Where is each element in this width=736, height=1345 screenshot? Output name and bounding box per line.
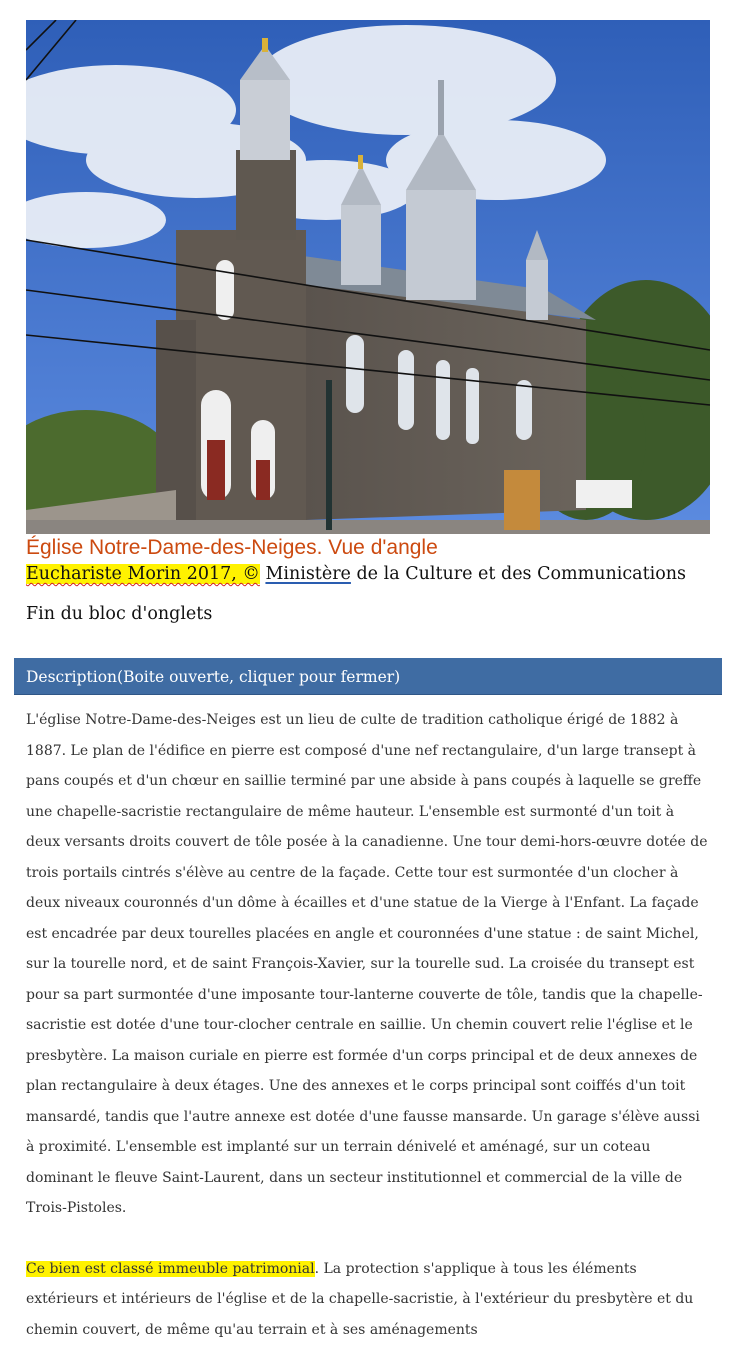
classified-highlight: Ce bien est classé immeuble patrimonial [26, 1261, 315, 1277]
photo-caption-title: Église Notre-Dame-des-Neiges. Vue d'angle [26, 536, 438, 560]
credit-rest: de la Culture et des Communications [351, 564, 686, 584]
tabs-end-label: Fin du bloc d'onglets [26, 604, 212, 624]
description-paragraph-2-rest: . La protection s'applique à tous les éléments extérieurs et intérieurs de l'église et de la chapelle-sacristie, à l'extérieur du presbytère et du chemin couvert, de même qu'au terrain et à ses aménagements [26, 1261, 693, 1338]
description-toggle[interactable] [14, 658, 722, 695]
lantern-tower [406, 190, 476, 300]
credit-author-highlight [26, 564, 260, 584]
description-paragraph-2 [26, 1254, 710, 1345]
description-toggle-label: Description(Boite ouverte, cliquer pour fermer) [26, 668, 400, 686]
description-paragraph-1: L'église Notre-Dame-des-Neiges est un lieu de culte de tradition catholique érigé de 1882 à 1887. Le plan de l'édifice en pierre est composé d'une nef rectangulaire, d'un large transept à pans coupés et d'un chœur en saillie terminé par une abside à pans coupés à laquelle se greffe une chapelle-sacristie rectangulaire de même hauteur. L'ensemble est surmonté d'un toit à deux versants droits couvert de tôle posée à la canadienne. Une tour demi-hors-œuvre dotée de trois portails cintrés s'élève au centre de la façade. Cette tour est surmontée d'un clocher à deux niveaux couronnés d'un dôme à écailles et d'une statue de la Vierge à l'Enfant. La façade est encadrée par deux tourelles placées en angle et couronnées d'une statue : de saint Michel, sur la tourelle nord, et de saint François-Xavier, sur la tourelle sud. La croisée du transept est pour sa part surmontée d'une imposante tour-lanterne couverte de tôle, tandis que la chapelle-sacristie est dotée d'une tour-clocher centrale en saillie. Un chemin couvert relie l'église et le presbytère. La maison curiale en pierre est formée d'un corps principal et de deux annexes de plan rectangulaire à deux étages. Une des annexes et le corps principal sont coiffés d'un toit mansardé, tandis que l'autre annexe est dotée d'une fausse mansarde. Un garage s'élève aussi à proximité. L'ensemble est implanté sur un terrain dénivelé et aménagé, sur un coteau dominant le fleuve Saint-Laurent, dans un secteur institutionnel et commercial de la ville de Trois-Pistoles. [26, 705, 710, 1224]
credit-author: Euchariste Morin 2017, © [26, 564, 260, 584]
bell-tower [240, 80, 290, 160]
church-illustration [26, 20, 710, 534]
photo-credit [26, 564, 686, 584]
credit-ministry-word: Ministère [265, 564, 350, 584]
church-photo [26, 20, 710, 534]
description-body [26, 705, 710, 1345]
